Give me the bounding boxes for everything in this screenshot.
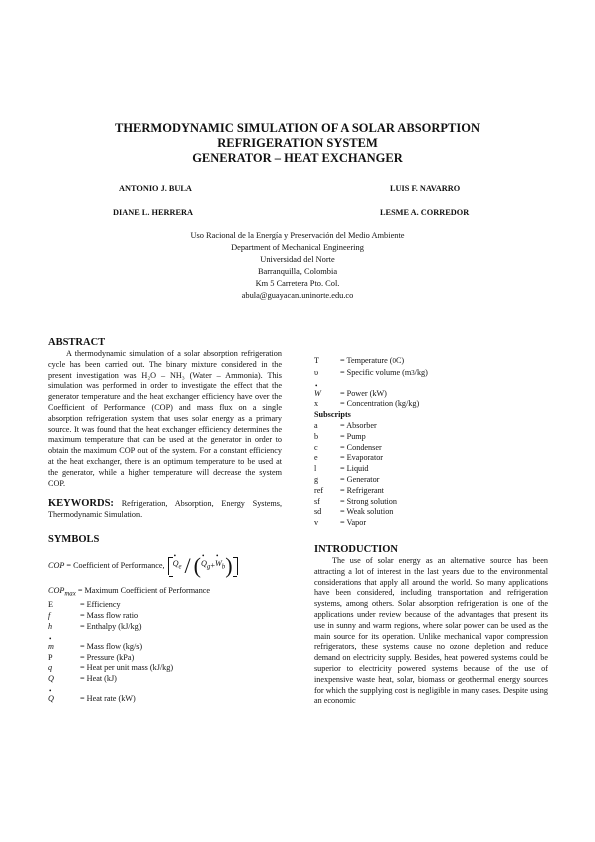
introduction-heading: INTRODUCTION bbox=[314, 543, 399, 555]
symbol-row: P = Pressure (kPa) bbox=[48, 652, 135, 662]
affiliation-email: abula@guayacan.uninorte.edu.co bbox=[241, 291, 354, 300]
subscript-row: c = Condenser bbox=[314, 442, 382, 452]
affiliation-line: Department of Mechanical Engineering bbox=[231, 243, 364, 252]
abstract-body: A thermodynamic simulation of a solar absorption refrigeration cycle has been carried out. The binary mixture considered in the present investigation was H₂O – NH₃ (Water – Ammonia). This simulation was performed in order to investigate the effect that the generator temperature and the heat exchanger efficiency have over the Coefficient of Performance (COP) and mass flux on a single absorption refrigeration system that uses solar energy as a primary source. It was found that the heat exchanger efficiency determines the maximum temperature that can be used at the generator in order to obtain the maximum COP out of the system. For a constant efficiency at the heat exchanger, there is an optimum temperature to be used at the generator, while a higher temperature will decrease the system COP. bbox=[48, 349, 282, 488]
cop-symbol: COP bbox=[48, 560, 65, 570]
right-column bbox=[314, 356, 548, 707]
author-3: DIANE L. HERRERA bbox=[113, 208, 193, 217]
paper-title bbox=[40, 121, 555, 166]
subscript-row: l = Liquid bbox=[314, 464, 369, 474]
subscript-row: sf = Strong solution bbox=[314, 496, 397, 506]
keywords-text: Refrigeration, Absorption, Energy Systems, Thermodynamic Simulation. bbox=[48, 499, 282, 520]
abstract-heading: ABSTRACT bbox=[48, 337, 106, 348]
plus-sign: + bbox=[210, 560, 215, 570]
subscript-row: v = Vapor bbox=[314, 518, 367, 528]
abstract-text bbox=[48, 349, 282, 489]
symbol-row: q = Heat per unit mass (kJ/kg) bbox=[48, 663, 174, 673]
title-line-2: REFRIGERATION SYSTEM bbox=[217, 136, 378, 150]
symbol-row: υ = Specific volume (m 3 /kg) bbox=[314, 367, 428, 377]
symbol-row: • W = Power (kW) bbox=[314, 389, 548, 400]
symbols-heading: SYMBOLS bbox=[48, 533, 100, 545]
subscripts-heading: Subscripts bbox=[314, 410, 351, 420]
copmax-text: = Maximum Coefficient of Performance bbox=[77, 585, 211, 595]
qe-symbol: • $Q_e$ bbox=[173, 559, 182, 573]
symbol-row: T = Temperature ( 0 C) bbox=[314, 356, 405, 365]
cop-formula bbox=[168, 552, 238, 578]
wb-symbol: • $W_b$ bbox=[215, 559, 225, 573]
subscript-row: g = Generator bbox=[314, 474, 380, 484]
title-line-1: THERMODYNAMIC SIMULATION OF A SOLAR ABSORPTION bbox=[115, 121, 480, 135]
symbol-row: h = Enthalpy (kJ/kg) bbox=[48, 621, 142, 631]
affiliation-line: Uso Racional de la Energía y Preservación del Medio Ambiente bbox=[190, 231, 405, 240]
affiliation-line: Barranquilla, Colombia bbox=[257, 267, 338, 276]
copmax-symbol: $COP_{max}$ bbox=[48, 585, 76, 598]
cop-text: = Coefficient of Performance, bbox=[66, 560, 165, 570]
subscript-row: e = Evaporator bbox=[314, 453, 384, 463]
affiliation-line: Universidad del Norte bbox=[260, 255, 335, 264]
symbol-row: E = Efficiency bbox=[48, 600, 121, 610]
author-1: ANTONIO J. BULA bbox=[119, 184, 192, 193]
qg-symbol: • $Q_g$ bbox=[201, 559, 210, 573]
affiliation-line: Km 5 Carretera Pto. Col. bbox=[255, 279, 340, 288]
author-2: LUIS F. NAVARRO bbox=[390, 184, 461, 193]
keywords-label: KEYWORDS: bbox=[48, 498, 114, 510]
symbol-row: Q = Heat (kJ) bbox=[48, 674, 117, 684]
keywords bbox=[48, 499, 282, 521]
paren-open: ( bbox=[193, 552, 201, 578]
introduction-body: The use of solar energy as an alternative source has been attracting a lot of interest in the last years due to the environmental considerations that apply all around the world. So many applications have been considered, including transportation and refrigeration systems, among others. Solar absorption refrigeration is one of the applications under review because of the advantages that present its use in sunny and warm regions, where solar power can be used as the main source for its operation. Unlike mechanical vapor compression refrigerators, these systems cause no ozone depletion and reduce demand on electricity supply. Besides, heat powered systems could be superior to electricity powered systems because of the use of inexpensive waste heat, solar, biomass or geothermal energy sources for which the supplying cost is negligible in many cases. Despite using an economic bbox=[314, 555, 548, 706]
symbol-row: x = Concentration (kg/kg) bbox=[314, 399, 420, 409]
subscript-row: b = Pump bbox=[314, 431, 366, 441]
fraction-slash: / bbox=[184, 552, 191, 578]
title-line-3: GENERATOR – HEAT EXCHANGER bbox=[192, 151, 403, 165]
left-column bbox=[48, 336, 282, 705]
copmax-definition bbox=[48, 586, 282, 600]
symbol-row: • m = Mass flow (kg/s) bbox=[48, 642, 282, 653]
subscript-row: ref = Refrigerant bbox=[314, 485, 384, 495]
symbol-row: f = Mass flow ratio bbox=[48, 611, 139, 621]
introduction-text bbox=[314, 556, 548, 707]
author-4: LESME A. CORREDOR bbox=[380, 208, 470, 217]
symbol-row: • Q = Heat rate (kW) bbox=[48, 694, 282, 705]
paren-close: ) bbox=[225, 552, 233, 578]
affiliation-block bbox=[60, 230, 535, 302]
cop-definition bbox=[48, 550, 282, 582]
subscript-row: sd = Weak solution bbox=[314, 507, 394, 517]
subscript-row: a = Absorber bbox=[314, 420, 377, 430]
